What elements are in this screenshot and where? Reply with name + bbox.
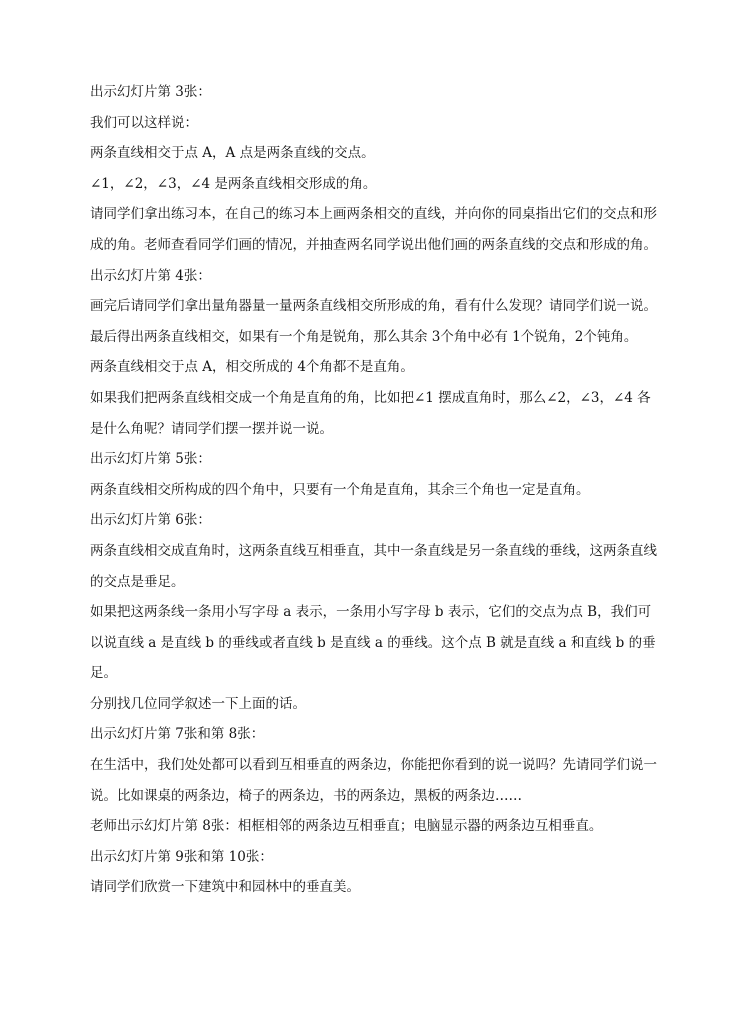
paragraph-everyday-examples: 在生活中，我们处处都可以看到互相垂直的两条边，你能把你看到的说一说吗？先请同学们说一说。比如课桌的两条边，椅子的两条边，书的两条边，黑板的两条边…… [90, 757, 657, 804]
paragraph-slide-3-heading: 出示幻灯片第 3张： [90, 84, 211, 100]
paragraph-measure-angles: 画完后请同学们拿出量角器量一量两条直线相交所形成的角，看有什么发现？请同学们说一说。 [90, 298, 657, 315]
paragraph-perpendicular-definition: 两条直线相交成直角时，这两条直线互相垂直，其中一条直线是另一条直线的垂线，这两条直线的交点是垂足。 [90, 542, 657, 590]
paragraph-all-right-angles: 两条直线相交所构成的四个角中，只要有一个角是直角，其余三个角也一定是直角。 [90, 481, 590, 498]
paragraph-slide-9-10-heading: 出示幻灯片第 9张和第 10张： [90, 848, 273, 865]
paragraph-no-right-angle: 两条直线相交于点 A，相交所成的 4个角都不是直角。 [90, 359, 414, 376]
paragraph-students-repeat: 分别找几位同学叙述一下上面的话。 [90, 695, 306, 712]
paragraph-angles-formed: ∠1，∠2，∠3，∠4 是两条直线相交形成的角。 [90, 175, 377, 192]
paragraph-we-can-say: 我们可以这样说： [90, 114, 198, 131]
document-body [90, 77, 660, 903]
paragraph-slide-7-8-heading: 出示幻灯片第 7张和第 8张： [90, 726, 265, 743]
paragraph-slide-6-heading: 出示幻灯片第 6张： [90, 512, 211, 529]
paragraph-slide-4-heading: 出示幻灯片第 4张： [90, 267, 211, 284]
paragraph-teacher-slide-8: 老师出示幻灯片第 8张：相框相邻的两条边互相垂直；电脑显示器的两条边互相垂直。 [90, 818, 603, 835]
paragraph-lines-a-b: 如果把这两条线一条用小写字母 a 表示，一条用小写字母 b 表示，它们的交点为点 B，我们可以说直线 a 是直线 b 的垂线或者直线 b 是直线 a 的垂线。这个点 B 就是直线 a 和直线 b 的垂足。 [90, 604, 656, 682]
paragraph-acute-obtuse: 最后得出两条直线相交，如果有一个角是锐角，那么其余 3个角中必有 1个锐角，2个钝角。 [90, 328, 638, 345]
paragraph-intersect-at-a: 两条直线相交于点 A，A 点是两条直线的交点。 [90, 145, 375, 162]
paragraph-appreciate-beauty: 请同学们欣赏一下建筑中和园林中的垂直美。 [90, 879, 360, 896]
paragraph-right-angle-question: 如果我们把两条直线相交成一个角是直角的角，比如把∠1 摆成直角时，那么∠2，∠3，∠4 各是什么角呢？请同学们摆一摆并说一说。 [90, 389, 651, 437]
paragraph-slide-5-heading: 出示幻灯片第 5张： [90, 451, 211, 468]
paragraph-practice-drawing: 请同学们拿出练习本，在自己的练习本上画两条相交的直线，并向你的同桌指出它们的交点和形成的角。老师查看同学们画的情况，并抽查两名同学说出他们画的两条直线的交点和形成的角。 [90, 206, 657, 253]
